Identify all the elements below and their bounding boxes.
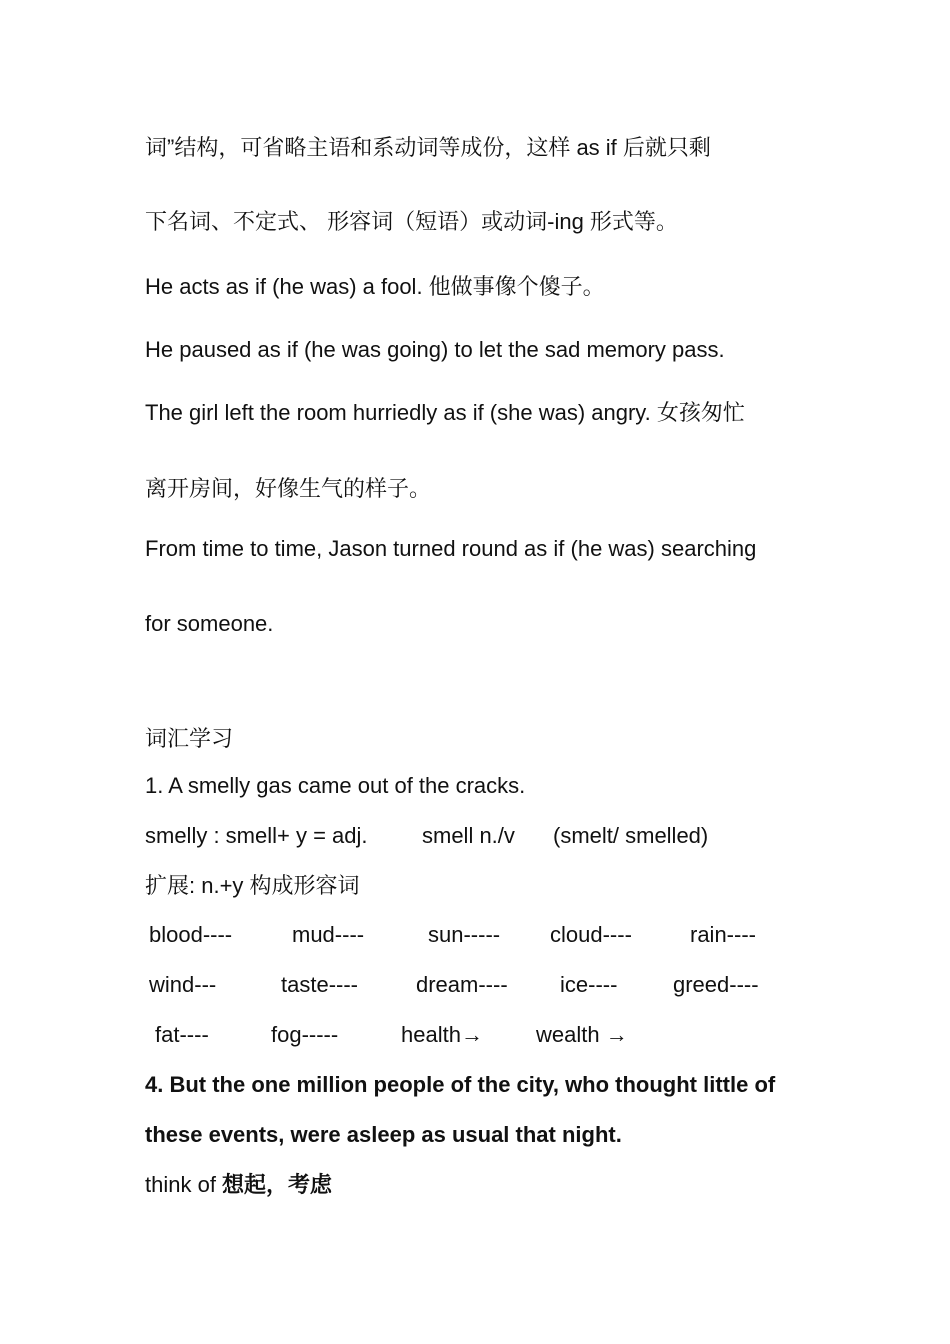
example-translation: 离开房间，好像生气的样子。: [145, 476, 432, 501]
vocab-item-bold: these events, were asleep as usual that night.: [145, 1122, 622, 1147]
example-sentence: for someone.: [145, 611, 274, 636]
word-exercise: cloud----: [550, 922, 632, 947]
word-exercise: health→: [401, 1022, 483, 1047]
section-heading: 词汇学习: [145, 726, 234, 751]
word-exercise: sun-----: [428, 922, 501, 947]
example-sentence: From time to time, Jason turned round as if (he was) searching: [145, 536, 757, 561]
phrase: think of: [145, 1172, 223, 1197]
example-sentence: He paused as if (he was going) to let the sad memory pass.: [145, 337, 725, 362]
word-exercise: wind---: [149, 972, 217, 997]
vocab-item-bold: 4. But the one million people of the city, who thought little of: [145, 1072, 776, 1097]
word-exercise: rain----: [690, 922, 756, 947]
phrase-meaning: 想起，考虑: [222, 1172, 333, 1197]
word-exercise: greed----: [673, 972, 759, 997]
word-exercise: blood----: [149, 922, 233, 947]
vocab-item: 1. A smelly gas came out of the cracks.: [145, 773, 526, 798]
example-sentence: The girl left the room hurriedly as if (she was) angry. 女孩匆忙: [145, 400, 745, 425]
word-exercise: dream----: [416, 972, 508, 997]
word-exercise: mud----: [292, 922, 365, 947]
expansion-note: 扩展: n.+y 构成形容词: [145, 873, 360, 898]
word-exercise: wealth →: [536, 1022, 628, 1047]
word-exercise: taste----: [281, 972, 358, 997]
word-class: smell n./v: [422, 823, 515, 848]
example-sentence: He acts as if (he was) a fool. 他做事像个傻子。: [145, 274, 605, 299]
word-exercise: fat----: [155, 1022, 209, 1047]
word-exercise: fog-----: [271, 1022, 339, 1047]
paragraph-line: 下名词、不定式、 形容词（短语）或动词-ing 形式等。: [145, 209, 678, 234]
past-forms: (smelt/ smelled): [553, 823, 709, 848]
word-formation: smelly : smell+ y = adj.: [145, 823, 368, 848]
phrase-line: [145, 1170, 332, 1200]
word-exercise: ice----: [560, 972, 618, 997]
paragraph-line: 词”结构，可省略主语和系动词等成份，这样 as if 后就只剩: [145, 135, 711, 160]
